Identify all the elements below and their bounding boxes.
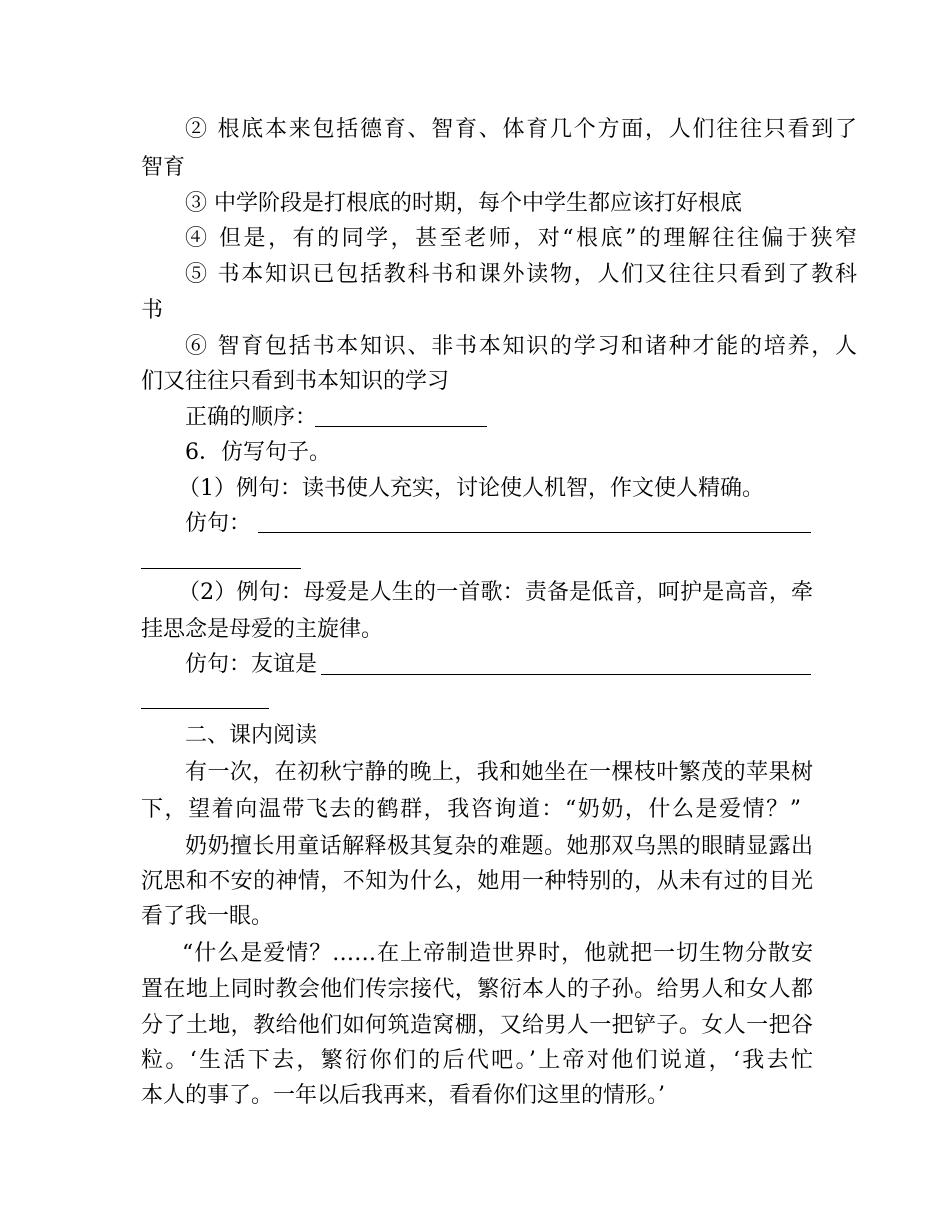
order-answer-blank[interactable]	[315, 426, 487, 427]
order-answer-label: 正确的顺序：	[185, 405, 318, 430]
order-item-6-line1: ⑥ 智育包括书本知识、非书本知识的学习和诸种才能的培养，人	[185, 334, 857, 359]
paragraph-3-line2: 置在地上同时教会他们传宗接代，繁衍本人的子孙。给男人和女人都	[141, 977, 813, 1002]
section-2-heading: 二、课内阅读	[185, 723, 318, 748]
paragraph-3-line5: 本人的事了。一年以后我再来，看看你们这里的情形。’	[141, 1083, 665, 1108]
order-item-3: ③ 中学阶段是打根底的时期，每个中学生都应该打好根底	[185, 191, 742, 216]
paragraph-2-line1: 奶奶擅长用童话解释极其复杂的难题。她那双乌黑的眼睛显露出	[185, 834, 813, 859]
paragraph-3-line1: “什么是爱情？……在上帝制造世界时，他就把一切生物分散安	[182, 941, 813, 966]
paragraph-3-line3: 分了土地，教给他们如何筑造窝棚，又给男人一把铲子。女人一把谷	[141, 1013, 813, 1038]
paragraph-1-line2: 下，望着向温带飞去的鹤群，我咨询道：“奶奶，什么是爱情？”	[141, 797, 801, 822]
paragraph-2-line3: 看了我一眼。	[141, 904, 274, 929]
order-item-5-line2: 书	[141, 298, 164, 323]
example-2-line1: （2）例句：母爱是人生的一首歌：责备是低音，呵护是高音，牵	[178, 580, 813, 605]
order-item-2-line2: 智育	[141, 155, 186, 180]
example-1-answer-blank-2[interactable]	[141, 568, 301, 569]
question-6-title: 6．仿写句子。	[185, 440, 331, 465]
order-item-5-line1: ⑤ 书本知识已包括教科书和课外读物，人们又往往只看到了教科	[185, 262, 857, 287]
order-item-6-line2: 们又往往只看到书本知识的学习	[141, 369, 450, 394]
order-item-2-line1: ② 根底本来包括德育、智育、体育几个方面，人们往往只看到了	[185, 117, 857, 142]
paragraph-3-line4: 粒。‘生活下去，繁衍你们的后代吧。’上帝对他们说道，‘我去忙	[141, 1048, 813, 1073]
order-item-4: ④ 但是，有的同学，甚至老师，对“根底”的理解往往偏于狭窄	[185, 226, 857, 251]
example-1-answer-blank-1[interactable]	[258, 532, 811, 533]
paragraph-2-line2: 沉思和不安的神情，不知为什么，她用一种特别的，从未有过的目光	[141, 869, 813, 894]
example-1-answer-label: 仿句：	[185, 511, 252, 536]
example-1: （1）例句：读书使人充实，讨论使人机智，作文使人精确。	[178, 476, 764, 501]
example-2-answer-blank-2[interactable]	[141, 708, 269, 709]
example-2-line2: 挂思念是母爱的主旋律。	[141, 617, 384, 642]
example-2-answer-label: 仿句：友谊是	[185, 652, 318, 677]
example-2-answer-blank-1[interactable]	[321, 674, 811, 675]
paragraph-1-line1: 有一次，在初秋宁静的晚上，我和她坐在一棵枝叶繁茂的苹果树	[185, 760, 813, 785]
